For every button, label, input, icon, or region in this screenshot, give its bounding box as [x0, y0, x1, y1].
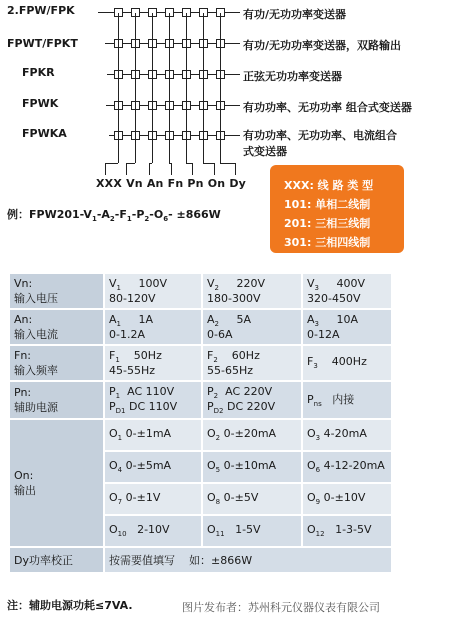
drop-line [220, 13, 221, 163]
row-vn [9, 273, 392, 309]
connector-dash [191, 12, 199, 13]
drop-line [152, 13, 153, 163]
example-code: 例：$FPW201-V_1-A_2-F_1-P_2-O_6- \pm 866W$ [7, 208, 221, 224]
cell-o1: $O_1$ 0-±1mA [104, 419, 202, 451]
connector-dash [191, 135, 199, 136]
model-desc-fpwk: 有功功率、无功功率 组合式变送器 [243, 101, 412, 114]
drop-line [118, 13, 119, 163]
line-type-301: 301: 三相四线制 [284, 236, 371, 249]
model-desc-fpwka: 有功功率、无功功率、电流组合 [243, 129, 397, 142]
cell-v2: $V_2$ 220V 180-300V [202, 273, 302, 309]
connector-dash [140, 135, 148, 136]
connector-dash [123, 12, 131, 13]
connector-dash [174, 105, 182, 106]
connector-dash [174, 43, 182, 44]
cell-p1: $P_1$ AC 110V $P_{D1}$ DC 110V [104, 381, 202, 419]
header-an: An: 输入电流 [9, 309, 104, 345]
model-label-fpwka: FPWKA [22, 127, 67, 140]
footer-credit: 图片发布者：苏州科元仪器仪表有限公司 [182, 601, 380, 614]
example-prefix: 例： [7, 208, 29, 221]
model-desc-fpwka-cont: 式变送器 [243, 145, 287, 158]
drop-line [105, 163, 118, 164]
drop-line [171, 163, 172, 175]
model-label-fpw: 2.FPW/FPK [7, 4, 75, 17]
row-dy [9, 547, 392, 573]
cell-a3: $A_3$ 10A 0-12A [302, 309, 392, 345]
connector-dash [123, 74, 131, 75]
cell-o3: $O_3$ 4-20mA [302, 419, 392, 451]
connector-dash [208, 105, 216, 106]
connector-dash [140, 105, 148, 106]
drop-line [105, 163, 106, 175]
cell-o12: $O_{12}$ 1-3-5V [302, 515, 392, 547]
connector-dash [191, 43, 199, 44]
connector-dash [106, 105, 114, 106]
cell-o9: $O_9$ 0-±10V [302, 483, 392, 515]
connector-dash [225, 135, 240, 136]
model-desc-fpw: 有功/无功功率变送器 [243, 8, 347, 21]
cell-o2: $O_2$ 0-±20mA [202, 419, 302, 451]
connector-dash [208, 135, 216, 136]
cell-o8: $O_8$ 0-±5V [202, 483, 302, 515]
spec-table [8, 272, 393, 574]
connector-dash [208, 12, 216, 13]
drop-line [135, 13, 136, 163]
drop-line [149, 163, 150, 175]
model-desc-fpkr: 正弦无功功率变送器 [243, 70, 342, 83]
drop-line [169, 13, 170, 163]
connector-dash [225, 105, 240, 106]
model-label-fpwk: FPWK [22, 97, 59, 110]
cell-f3: $F_3$ 400Hz [302, 345, 392, 381]
header-on: On: 输出 [9, 419, 104, 547]
drop-line [126, 163, 127, 175]
connector-dash [123, 105, 131, 106]
connector-dash [191, 74, 199, 75]
cell-f1: $F_1$ 50Hz 45-55Hz [104, 345, 202, 381]
model-desc-fpwt: 有功/无功功率变送器，双路输出 [243, 39, 402, 52]
line-type-201: 201: 三相三线制 [284, 217, 371, 230]
connector-dash [107, 74, 114, 75]
drop-line [214, 163, 215, 175]
cell-pns: $P_{ns}$ 内接 [302, 381, 392, 419]
drop-line [186, 13, 187, 163]
drop-line [203, 13, 204, 163]
row-fn [9, 345, 392, 381]
drop-line [203, 163, 214, 164]
drop-line [192, 163, 193, 175]
connector-dash [225, 43, 240, 44]
connector-dash [174, 12, 182, 13]
row-on-1 [9, 419, 392, 451]
drop-line [220, 163, 235, 164]
cell-a1: $A_1$ 1A 0-1.2A [104, 309, 202, 345]
connector-dash [105, 43, 114, 44]
cell-a2: $A_2$ 5A 0-6A [202, 309, 302, 345]
header-vn: Vn: 输入电压 [9, 273, 104, 309]
row-an [9, 309, 392, 345]
connector-dash [225, 12, 240, 13]
cell-v3: $V_3$ 400V 320-450V [302, 273, 392, 309]
connector-dash [157, 43, 165, 44]
cell-o7: $O_7$ 0-±1V [104, 483, 202, 515]
drop-line [235, 163, 236, 175]
connector-dash [157, 105, 165, 106]
connector-dash [157, 12, 165, 13]
cell-o11: $O_{11}$ 1-5V [202, 515, 302, 547]
connector-dash [157, 135, 165, 136]
connector-dash [208, 74, 216, 75]
cell-f2: $F_2$ 60Hz 55-65Hz [202, 345, 302, 381]
row-pn [9, 381, 392, 419]
connector-dash [174, 74, 182, 75]
header-dy: Dy功率校正 [9, 547, 104, 573]
footer-note: 注：辅助电源功耗≤7VA. [7, 599, 133, 612]
cell-o10: $O_{10}$ 2-10V [104, 515, 202, 547]
connector-dash [140, 43, 148, 44]
line-type-box [270, 165, 404, 253]
cell-p2: $P_2$ AC 220V $P_{D2}$ DC 220V [202, 381, 302, 419]
cell-o5: $O_5$ 0-±10mA [202, 451, 302, 483]
connector-dash [174, 135, 182, 136]
connector-dash [98, 12, 114, 13]
connector-dash [208, 43, 216, 44]
position-code-labels: XXX Vn An Fn Pn On Dy [96, 177, 247, 190]
drop-line [126, 163, 135, 164]
connector-dash [225, 74, 240, 75]
connector-dash [123, 135, 131, 136]
header-fn: Fn: 输入频率 [9, 345, 104, 381]
header-pn: Pn: 辅助电源 [9, 381, 104, 419]
line-type-title: XXX: 线 路 类 型 [284, 179, 374, 192]
cell-dy: 按需要值填写 如：±866W [104, 547, 392, 573]
connector-dash [157, 74, 165, 75]
model-label-fpwt: FPWT/FPKT [7, 37, 78, 50]
cell-v1: $V_1$ 100V 80-120V [104, 273, 202, 309]
connector-dash [140, 74, 148, 75]
line-type-101: 101: 单相二线制 [284, 198, 371, 211]
cell-o6: $O_6$ 4-12-20mA [302, 451, 392, 483]
cell-o4: $O_4$ 0-±5mA [104, 451, 202, 483]
model-label-fpkr: FPKR [22, 66, 55, 79]
connector-dash [123, 43, 131, 44]
connector-dash [140, 12, 148, 13]
connector-dash [191, 105, 199, 106]
